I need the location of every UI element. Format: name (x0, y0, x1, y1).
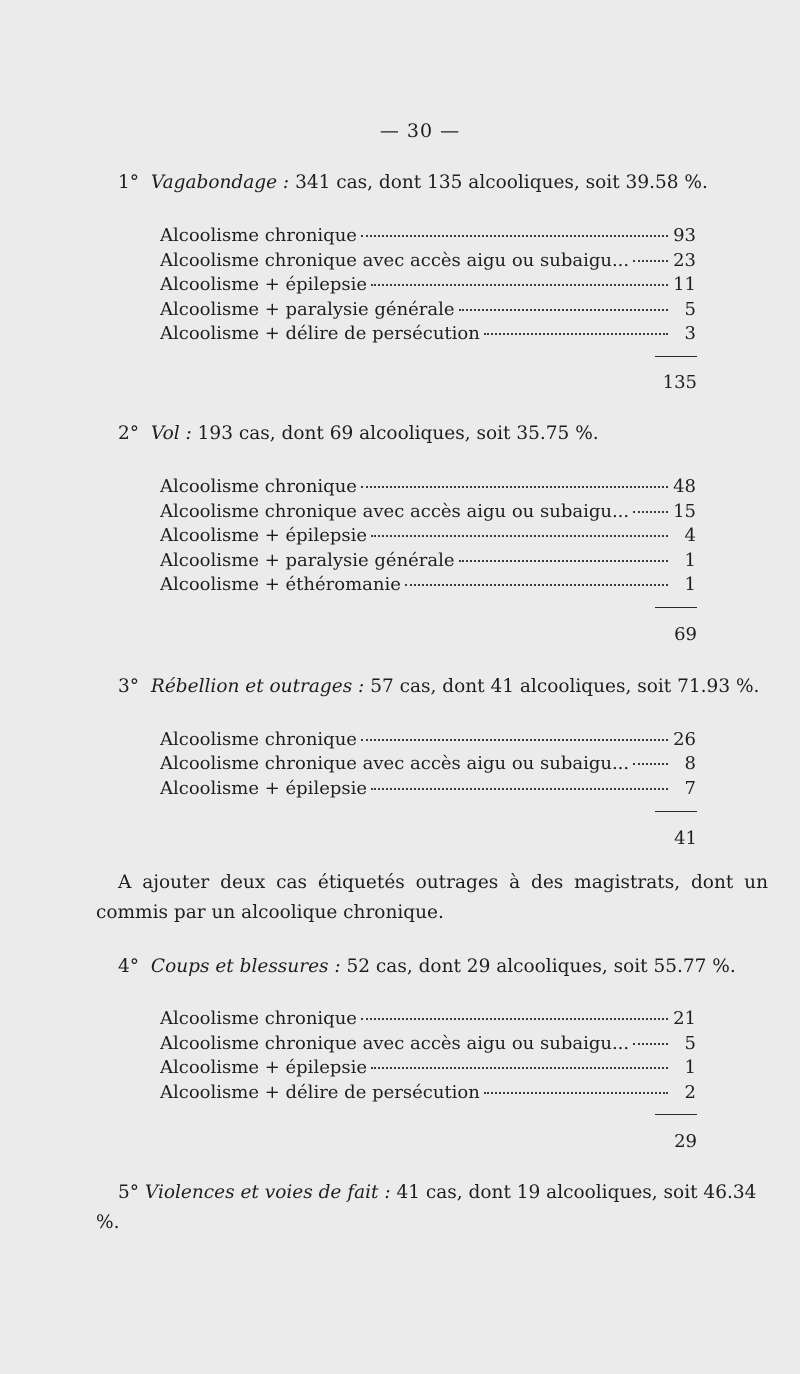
total-rule (655, 1114, 697, 1115)
table-row (160, 776, 696, 801)
row-label: Alcoolisme chronique (160, 729, 357, 750)
section-heading-5 (96, 1178, 768, 1238)
row-label: Alcoolisme chronique avec accès aigu ou subaigu... (160, 250, 630, 271)
row-value: 2 (684, 1082, 696, 1103)
dot-leader (371, 535, 668, 537)
row-value: 4 (684, 525, 696, 546)
row-value: 1 (684, 550, 696, 571)
section-total: 29 (674, 1131, 697, 1152)
row-value: 21 (673, 1008, 696, 1029)
section-number: 4° (118, 956, 140, 977)
section-number: 1° (118, 172, 140, 193)
section-heading-1 (118, 168, 708, 197)
dot-leader (459, 309, 668, 311)
dot-leader (361, 486, 668, 488)
dot-leader (361, 235, 668, 237)
row-label: Alcoolisme chronique avec accès aigu ou subaigu... (160, 501, 630, 522)
row-value: 15 (673, 501, 696, 522)
table-row (160, 321, 696, 346)
row-value: 5 (684, 299, 696, 320)
table-row (160, 474, 696, 499)
dot-leader (361, 739, 668, 741)
dot-leader (484, 333, 668, 335)
section-summary: 341 cas, dont 135 alcooliques, soit 39.58 %. (295, 172, 708, 193)
note-paragraph (96, 868, 768, 928)
section-heading-2 (118, 419, 599, 448)
row-label: Alcoolisme + paralysie générale (160, 299, 455, 320)
dot-leader (371, 284, 668, 286)
row-label: Alcoolisme + épilepsie (160, 525, 368, 546)
row-label: Alcoolisme + délire de persécution (160, 1082, 480, 1103)
row-label: Alcoolisme + épilepsie (160, 1057, 368, 1078)
section-category: Vol : (150, 423, 192, 444)
table-row (160, 572, 696, 597)
dot-leader (633, 260, 668, 262)
dot-leader (633, 1043, 668, 1045)
row-label: Alcoolisme chronique (160, 225, 357, 246)
section-heading-4 (118, 952, 736, 981)
table-row (160, 1055, 696, 1080)
table-row (160, 727, 696, 752)
dot-leader (405, 584, 668, 586)
row-label: Alcoolisme chronique avec accès aigu ou subaigu... (160, 753, 630, 774)
section-heading-3 (118, 672, 759, 701)
table-row (160, 223, 696, 248)
section-summary: 41 cas, dont 19 alcooliques, soit 46.34 %. (96, 1182, 757, 1233)
table-row (160, 1006, 696, 1031)
section-category: Vagabondage : (150, 172, 290, 193)
section-summary: 57 cas, dont 41 alcooliques, soit 71.93 %. (370, 676, 760, 697)
total-rule (655, 607, 697, 608)
section-number: 5° (118, 1182, 140, 1203)
row-value: 93 (673, 225, 696, 246)
total-rule (655, 356, 697, 357)
row-label: Alcoolisme chronique avec accès aigu ou subaigu... (160, 1033, 630, 1054)
row-value: 23 (673, 250, 696, 271)
row-value: 48 (673, 476, 696, 497)
section-total: 135 (662, 372, 697, 393)
row-value: 8 (684, 753, 696, 774)
row-value: 3 (684, 323, 696, 344)
dot-leader (361, 1018, 668, 1020)
row-value: 1 (684, 1057, 696, 1078)
row-label: Alcoolisme chronique (160, 476, 357, 497)
row-value: 1 (684, 574, 696, 595)
table-row (160, 1031, 696, 1056)
row-value: 26 (673, 729, 696, 750)
total-rule (655, 811, 697, 812)
section-total: 41 (674, 828, 697, 849)
table-row (160, 1080, 696, 1105)
page-number: — 30 — (379, 120, 461, 142)
section-summary: 193 cas, dont 69 alcooliques, soit 35.75 %. (197, 423, 599, 444)
dot-leader (633, 511, 668, 513)
table-row (160, 248, 696, 273)
note-text: A ajouter deux cas étiquetés outrages à des magistrats, dont un commis par un alcoolique chronique. (96, 872, 768, 923)
table-row (160, 548, 696, 573)
table-row (160, 297, 696, 322)
table-row (160, 272, 696, 297)
dot-leader (484, 1092, 668, 1094)
row-label: Alcoolisme + paralysie générale (160, 550, 455, 571)
row-value: 11 (673, 274, 696, 295)
section-category: Violences et voies de fait : (144, 1182, 391, 1203)
dot-leader (459, 560, 668, 562)
row-label: Alcoolisme + éthéromanie (160, 574, 401, 595)
table-row (160, 523, 696, 548)
section-number: 3° (118, 676, 140, 697)
section-category: Coups et blessures : (150, 956, 341, 977)
table-row (160, 751, 696, 776)
row-label: Alcoolisme + épilepsie (160, 778, 368, 799)
section-number: 2° (118, 423, 140, 444)
table-row (160, 499, 696, 524)
section-total: 69 (674, 624, 697, 645)
dot-leader (371, 788, 668, 790)
row-label: Alcoolisme chronique (160, 1008, 357, 1029)
row-label: Alcoolisme + épilepsie (160, 274, 368, 295)
row-value: 5 (684, 1033, 696, 1054)
dot-leader (371, 1067, 668, 1069)
dot-leader (633, 763, 668, 765)
section-summary: 52 cas, dont 29 alcooliques, soit 55.77 %. (346, 956, 736, 977)
section-category: Rébellion et outrages : (150, 676, 365, 697)
row-label: Alcoolisme + délire de persécution (160, 323, 480, 344)
row-value: 7 (684, 778, 696, 799)
